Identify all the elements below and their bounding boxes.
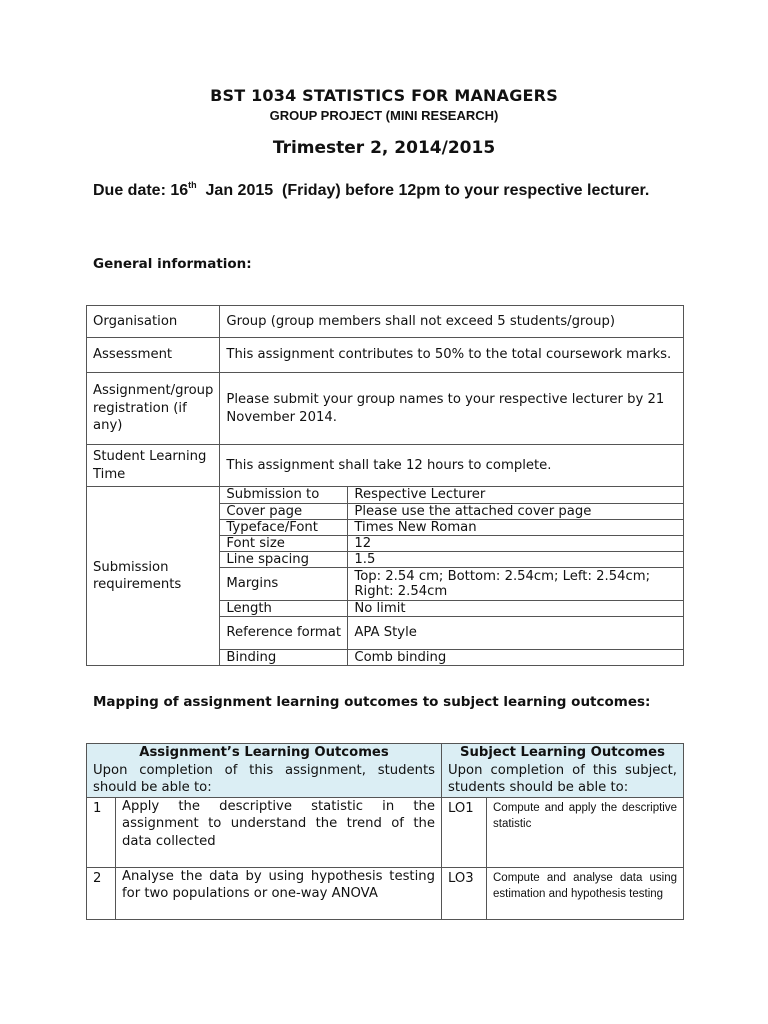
info-label: Assignment/group registration (if any) <box>87 373 220 445</box>
requirement-value: Times New Roman <box>348 519 683 535</box>
requirement-name: Length <box>220 600 348 616</box>
subject-outcome-code: LO1 <box>442 797 487 867</box>
requirement-value: Top: 2.54 cm; Bottom: 2.54cm; Left: 2.54cm; Right: 2.54cm <box>348 567 683 600</box>
submission-item <box>220 616 683 649</box>
info-row <box>87 306 684 338</box>
course-title: BST 1034 STATISTICS FOR MANAGERS <box>210 86 558 105</box>
project-subtitle: GROUP PROJECT (MINI RESEARCH) <box>269 108 499 123</box>
submission-table <box>220 487 683 665</box>
requirement-name: Font size <box>220 535 348 551</box>
submission-item <box>220 519 683 535</box>
outcome-number: 2 <box>87 867 116 919</box>
due-date-rest: Jan 2015 (Friday) before 12pm to your respective lecturer. <box>196 182 650 199</box>
submission-item <box>220 535 683 551</box>
general-info-heading: General information: <box>93 256 252 272</box>
requirement-name: Line spacing <box>220 551 348 567</box>
due-date-prefix: Due date: 16 <box>93 182 189 199</box>
requirement-name: Cover page <box>220 503 348 519</box>
general-info-table <box>86 305 684 666</box>
requirement-name: Reference format <box>220 616 348 649</box>
requirement-value: Please use the attached cover page <box>348 503 683 519</box>
mapping-heading: Mapping of assignment learning outcomes to subject learning outcomes: <box>93 694 651 710</box>
submission-item <box>220 567 683 600</box>
subject-outcomes-title: Subject Learning Outcomes <box>460 745 665 760</box>
assignment-outcome-text: Analyse the data by using hypothesis testing for two populations or one-way ANOVA <box>116 867 442 919</box>
submission-item <box>220 487 683 503</box>
info-value: Group (group members shall not exceed 5 students/group) <box>220 306 684 338</box>
requirement-value: Respective Lecturer <box>348 487 683 503</box>
subject-outcome-text: Compute and apply the descriptive statistic <box>487 797 684 867</box>
assignment-outcomes-header <box>87 744 442 798</box>
due-date-suffix: th <box>188 180 197 190</box>
trimester-title: Trimester 2, 2014/2015 <box>272 138 496 158</box>
subject-outcome-code: LO3 <box>442 867 487 919</box>
info-row <box>87 445 684 487</box>
submission-item <box>220 600 683 616</box>
assignment-outcome-text: Apply the descriptive statistic in the assignment to understand the trend of the data collected <box>116 797 442 867</box>
subject-outcome-text: Compute and analyse data using estimation and hypothesis testing <box>487 867 684 919</box>
outcome-row <box>87 797 684 867</box>
info-label: Assessment <box>87 338 220 373</box>
requirement-name: Margins <box>220 567 348 600</box>
requirement-value: 1.5 <box>348 551 683 567</box>
outcome-row <box>87 867 684 919</box>
info-label: Student Learning Time <box>87 445 220 487</box>
learning-outcomes-table <box>86 743 684 920</box>
submission-label: Submission requirements <box>87 487 220 666</box>
info-row <box>87 338 684 373</box>
submission-item <box>220 551 683 567</box>
requirement-name: Binding <box>220 649 348 665</box>
outcomes-header-row <box>87 744 684 798</box>
submission-item <box>220 649 683 665</box>
submission-row <box>87 487 684 666</box>
requirement-value: 12 <box>348 535 683 551</box>
outcome-number: 1 <box>87 797 116 867</box>
info-label: Organisation <box>87 306 220 338</box>
subject-outcomes-header <box>442 744 684 798</box>
info-value: Please submit your group names to your respective lecturer by 21 November 2014. <box>220 373 684 445</box>
subject-outcomes-intro: Upon completion of this subject, students should be able to: <box>448 762 677 795</box>
info-value: This assignment shall take 12 hours to complete. <box>220 445 684 487</box>
submission-cell <box>220 487 684 666</box>
due-date-statement <box>93 176 675 205</box>
requirement-value: Comb binding <box>348 649 683 665</box>
requirement-value: APA Style <box>348 616 683 649</box>
info-value: This assignment contributes to 50% to the total coursework marks. <box>220 338 684 373</box>
submission-item <box>220 503 683 519</box>
assignment-outcomes-title: Assignment’s Learning Outcomes <box>139 745 389 760</box>
requirement-name: Typeface/Font <box>220 519 348 535</box>
assignment-outcomes-intro: Upon completion of this assignment, students should be able to: <box>93 762 435 795</box>
requirement-value: No limit <box>348 600 683 616</box>
requirement-name: Submission to <box>220 487 348 503</box>
info-row <box>87 373 684 445</box>
